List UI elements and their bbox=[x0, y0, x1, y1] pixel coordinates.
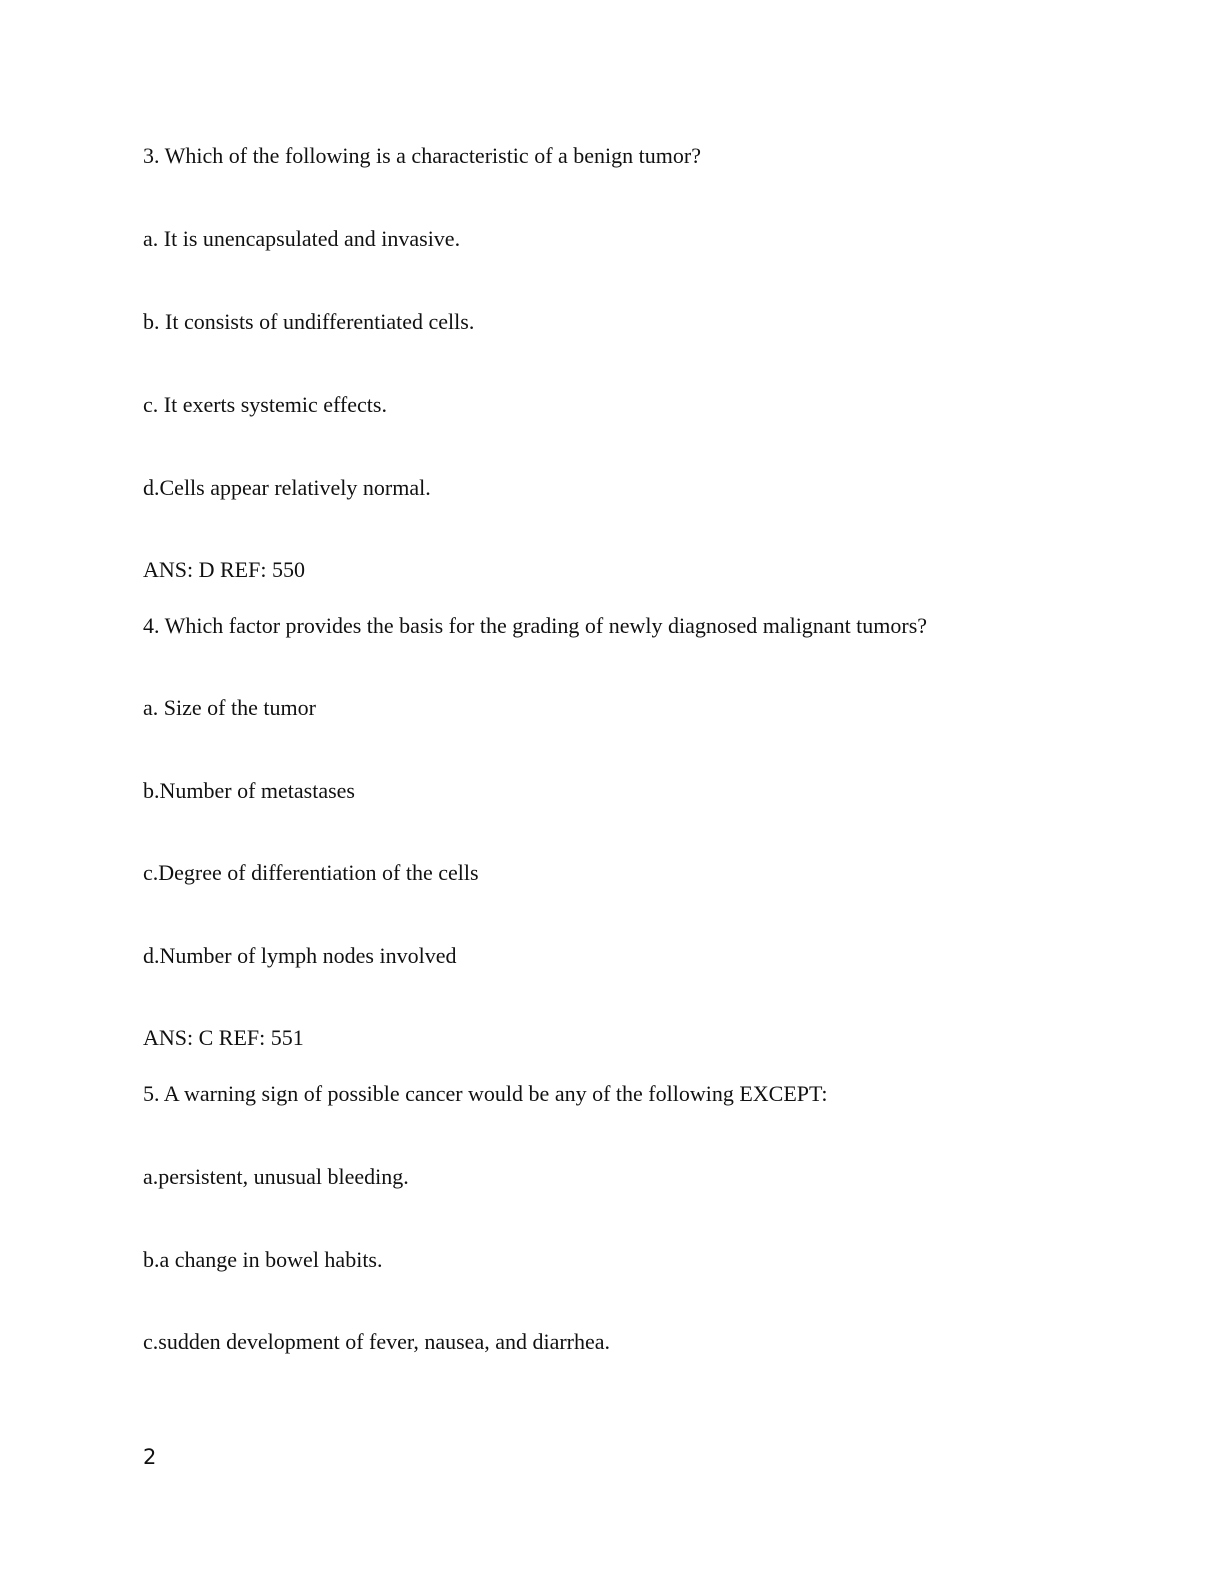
question-4-option-c: c.Degree of differentiation of the cells bbox=[143, 860, 479, 885]
question-4-stem: 4. Which factor provides the basis for the grading of newly diagnosed malignant tumors? bbox=[143, 613, 928, 638]
question-3-option-d: d.Cells appear relatively normal. bbox=[143, 475, 431, 500]
question-4-option-d: d.Number of lymph nodes involved bbox=[143, 943, 457, 968]
question-4-option-b: b.Number of metastases bbox=[143, 778, 355, 803]
question-3-option-a: a. It is unencapsulated and invasive. bbox=[143, 226, 461, 251]
question-3-option-c: c. It exerts systemic effects. bbox=[143, 392, 387, 417]
question-5-stem: 5. A warning sign of possible cancer would be any of the following EXCEPT: bbox=[143, 1081, 828, 1106]
question-3-answer: ANS: D REF: 550 bbox=[143, 557, 305, 582]
question-4-answer: ANS: C REF: 551 bbox=[143, 1025, 304, 1050]
question-5-option-c: c.sudden development of fever, nausea, and diarrhea. bbox=[143, 1329, 611, 1354]
question-3-option-b: b. It consists of undifferentiated cells. bbox=[143, 309, 475, 334]
page-number: 2 bbox=[143, 1445, 157, 1469]
question-5-option-b: b.a change in bowel habits. bbox=[143, 1247, 383, 1272]
question-3-stem: 3. Which of the following is a characteristic of a benign tumor? bbox=[143, 143, 701, 168]
question-4-option-a: a. Size of the tumor bbox=[143, 695, 316, 720]
question-5-option-a: a.persistent, unusual bleeding. bbox=[143, 1164, 409, 1189]
